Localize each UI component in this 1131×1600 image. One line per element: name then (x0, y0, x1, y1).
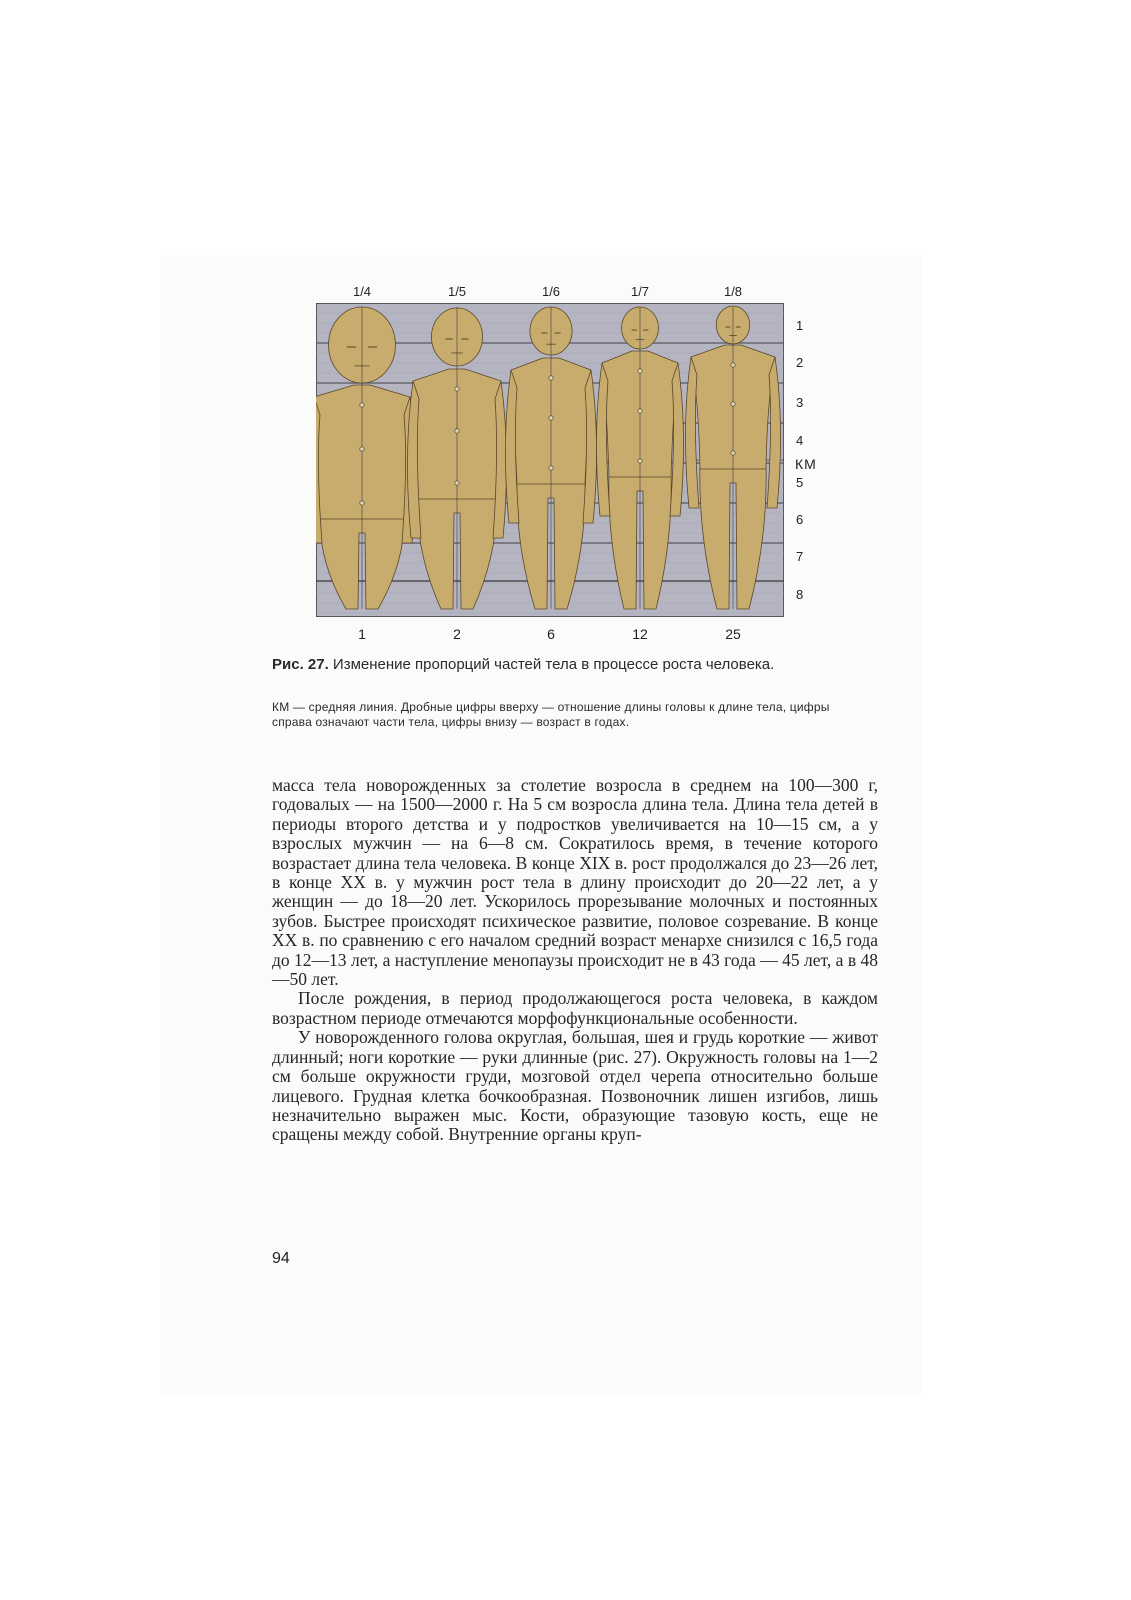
figure-part-label: 8 (796, 587, 804, 602)
figure-part-label: 2 (796, 355, 804, 370)
figure-joint (360, 501, 364, 505)
body-text (272, 776, 878, 1145)
figure-age-label: 2 (453, 626, 461, 642)
figure-caption-note: КМ — средняя линия. Дробные цифры вверху — отношение длины головы к длине тела, цифры справа означают части тела, цифры внизу — возраст в годах. (272, 700, 830, 729)
paragraph: После рождения, в период продолжающегося роста человека, в каждом возрастном периоде отмечаются морфофункциональные особенности. (272, 988, 878, 1028)
page-number: 94 (272, 1250, 290, 1267)
figure-joint (549, 466, 553, 470)
figure-caption-label: Рис. 27. (272, 656, 329, 673)
figure-age-label: 12 (632, 626, 648, 642)
figure-caption-text: Изменение пропорций частей тела в процессе роста человека. (328, 656, 775, 673)
figure-ratio-label: 1/4 (352, 284, 372, 299)
body-proportions-figure (316, 303, 784, 617)
figure-joint (731, 363, 735, 367)
figure-joint (731, 402, 735, 406)
figure-part-label: 4 (796, 433, 804, 448)
figure-joint (455, 481, 459, 485)
figure-joint (360, 403, 364, 407)
figure-ratio-label: 1/5 (447, 284, 467, 299)
figure-joint (549, 416, 553, 420)
figure-part-label: 6 (796, 512, 804, 527)
figure-caption-title (272, 656, 872, 674)
figure-joint (731, 451, 735, 455)
figure-part-label: 7 (796, 549, 804, 564)
figure-joint (638, 409, 642, 413)
figure-joint (549, 376, 553, 380)
figure-ratio-label: 1/7 (630, 284, 650, 299)
figure-ratio-label: 1/6 (541, 284, 561, 299)
figure-age-label: 1 (358, 626, 366, 642)
figure-joint (360, 447, 364, 451)
figure-joint (638, 459, 642, 463)
paragraph: У новорожденного голова округлая, большая, шея и грудь короткие — живот длинный; ноги короткие — руки длинные (рис. 27). Окружность головы на 1—2 см больше окружности груди, мозговой отдел черепа относительно больше лицевого. Грудная клетка бочкообразная. Позвоночник лишен изгибов, лишь незначительно выражен мыс. Кости, образующие тазовую кость, еще не сращены между собой. Внутренние органы круп- (272, 1027, 878, 1145)
figure-joint (455, 429, 459, 433)
figure-ratio-label: 1/8 (723, 284, 743, 299)
figure-joint (638, 369, 642, 373)
paragraph: масса тела новорожденных за столетие возросла в среднем на 100—300 г, годовалых — на 1500—2000 г. На 5 см возросла длина тела. Длина тела детей в периоды второго детства и у подростков увеличивается на 10—15 см, а у взрослых мужчин — на 6—8 см. Сократилось время, в течение которого возрастает длина тела человека. В конце XIX в. рост продолжался до 23—26 лет, в конце XX в. у мужчин рост тела в длину происходит до 20—22 лет, а у женщин — до 18—20 лет. Ускорилось прорезывание молочных и постоянных зубов. Быстрее происходят психическое развитие, половое созревание. В конце XX в. по сравнению с его началом средний возраст менархе снизился с 16,5 года до 12—13 лет, а наступление менопаузы происходит не в 43 года — 45 лет, а в 48—50 лет. (272, 775, 878, 990)
figure-part-label: 1 (796, 318, 804, 333)
figure-joint (455, 387, 459, 391)
figure-midline-label: КМ (795, 456, 817, 472)
figure-age-label: 25 (725, 626, 741, 642)
figure-age-label: 6 (547, 626, 555, 642)
figure-part-label: 3 (796, 395, 804, 410)
figure-part-label: 5 (796, 475, 804, 490)
